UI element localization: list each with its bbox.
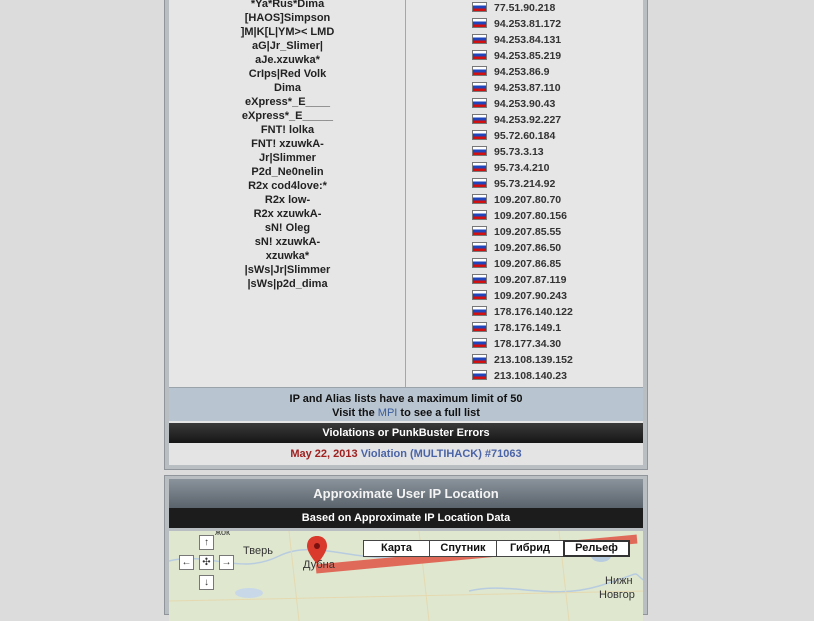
- pan-up-icon[interactable]: ↑: [199, 535, 214, 550]
- russia-flag-icon: [472, 290, 487, 300]
- violation-link[interactable]: Violation (MULTIHACK) #71063: [360, 448, 522, 460]
- ip-address: 178.176.149.1: [494, 322, 562, 334]
- location-map[interactable]: [169, 531, 643, 621]
- ip-address: 94.253.92.227: [494, 114, 562, 126]
- alias-item: FNT! lolka: [260, 124, 315, 136]
- russia-flag-icon: [472, 226, 487, 236]
- ip-address: 95.73.4.210: [494, 162, 550, 174]
- ip-row: [472, 352, 573, 368]
- alias-item: P2d_Ne0nelin: [251, 166, 324, 178]
- map-type-terrain-button[interactable]: Рельеф: [563, 540, 630, 557]
- ip-address: 94.253.86.9: [494, 66, 550, 78]
- map-type-hybrid-button[interactable]: Гибрид: [496, 540, 564, 557]
- russia-flag-icon: [472, 162, 487, 172]
- ip-address: 109.207.86.50: [494, 242, 562, 254]
- ip-row: [472, 256, 561, 272]
- russia-flag-icon: [472, 114, 487, 124]
- alias-item: CrIps|Red Volk: [248, 68, 327, 80]
- alias-item: sN! Oleg: [264, 222, 311, 234]
- violations-header: Violations or PunkBuster Errors: [169, 423, 643, 443]
- ip-address: 109.207.86.85: [494, 258, 562, 270]
- alias-item: aJe.xzuwka*: [255, 54, 320, 66]
- russia-flag-icon: [472, 242, 487, 252]
- ip-row: [472, 16, 561, 32]
- ip-row: [472, 64, 549, 80]
- russia-flag-icon: [472, 322, 487, 332]
- russia-flag-icon: [472, 18, 487, 28]
- ip-row: [472, 224, 561, 240]
- russia-flag-icon: [472, 82, 487, 92]
- notice-pre: Visit the: [332, 407, 375, 419]
- ip-list: [406, 0, 642, 387]
- russia-flag-icon: [472, 2, 487, 12]
- ip-row: [472, 80, 561, 96]
- russia-flag-icon: [472, 130, 487, 140]
- alias-item: |sWs|Jr|Slimmer: [244, 264, 331, 276]
- ip-row: [472, 48, 561, 64]
- mpi-link[interactable]: MPI: [377, 407, 398, 419]
- ip-row: [472, 128, 555, 144]
- alias-item: eXpress*_E_____: [241, 110, 334, 122]
- russia-flag-icon: [472, 50, 487, 60]
- pan-right-icon[interactable]: →: [219, 555, 234, 570]
- ip-alias-panel: [164, 0, 648, 470]
- ip-row: [472, 368, 567, 384]
- russia-flag-icon: [472, 370, 487, 380]
- ip-address: 109.207.90.243: [494, 290, 567, 302]
- pan-left-icon[interactable]: ←: [179, 555, 194, 570]
- ip-address: 95.73.214.92: [494, 178, 556, 190]
- ip-address: 178.177.34.30: [494, 338, 562, 350]
- ip-row: [472, 0, 555, 16]
- location-subtitle: Based on Approximate IP Location Data: [169, 508, 643, 528]
- russia-flag-icon: [472, 338, 487, 348]
- russia-flag-icon: [472, 178, 487, 188]
- city-dubna: Дубна: [303, 559, 335, 571]
- violation-date: May 22, 2013: [290, 448, 358, 460]
- ip-address: 94.253.81.172: [494, 18, 562, 30]
- notice-line2: [169, 406, 643, 420]
- ip-address: 95.73.3.13: [494, 146, 544, 158]
- pan-down-icon[interactable]: ↓: [199, 575, 214, 590]
- list-limit-notice: [169, 387, 643, 421]
- ip-address: 109.207.85.55: [494, 226, 562, 238]
- ip-address: 213.108.140.23: [494, 370, 567, 382]
- map-type-map-button[interactable]: Карта: [363, 540, 430, 557]
- alias-item: ]M|K[L|YM>< LMD: [240, 26, 335, 38]
- ip-row: [472, 160, 549, 176]
- ip-row: [472, 304, 573, 320]
- city-nizhny-line1: Нижн: [605, 575, 633, 587]
- ip-address: 109.207.80.70: [494, 194, 562, 206]
- russia-flag-icon: [472, 34, 487, 44]
- ip-row: [472, 96, 555, 112]
- russia-flag-icon: [472, 258, 487, 268]
- pan-center-icon[interactable]: ✣: [199, 555, 214, 570]
- ip-row: [472, 144, 544, 160]
- violation-row: [169, 443, 643, 465]
- city-torzhok: жок: [215, 531, 230, 537]
- notice-line1: IP and Alias lists have a maximum limit of 50: [289, 393, 523, 405]
- alias-item: eXpress*_E____: [244, 96, 330, 108]
- ip-address: 77.51.90.218: [494, 2, 556, 14]
- ip-address: 178.176.140.122: [494, 306, 573, 318]
- ip-row: [472, 336, 561, 352]
- ip-location-panel: [164, 475, 648, 615]
- russia-flag-icon: [472, 306, 487, 316]
- ip-row: [472, 32, 561, 48]
- russia-flag-icon: [472, 210, 487, 220]
- location-title: Approximate User IP Location: [169, 479, 643, 508]
- ip-row: [472, 320, 561, 336]
- alias-item: R2x low-: [264, 194, 311, 206]
- ip-address: 95.72.60.184: [494, 130, 556, 142]
- ip-alias-inner: [169, 0, 643, 465]
- alias-item: FNT! xzuwkA-: [251, 138, 324, 150]
- alias-item: R2x cod4love:*: [248, 180, 327, 192]
- ip-row: [472, 272, 566, 288]
- ip-address: 94.253.90.43: [494, 98, 556, 110]
- alias-item: sN! xzuwkA-: [254, 236, 321, 248]
- ip-address: 94.253.84.131: [494, 34, 562, 46]
- russia-flag-icon: [472, 98, 487, 108]
- notice-post: to see a full list: [400, 407, 480, 419]
- alias-item: *Ya*Rus*Dima: [250, 0, 325, 10]
- alias-item: |sWs|p2d_dima: [247, 278, 328, 290]
- alias-item: aG|Jr_Slimer|: [252, 40, 323, 52]
- russia-flag-icon: [472, 274, 487, 284]
- ip-row: [472, 208, 567, 224]
- russia-flag-icon: [472, 66, 487, 76]
- map-type-satellite-button[interactable]: Спутник: [429, 540, 497, 557]
- alias-list: [170, 0, 406, 387]
- alias-item: [HAOS]Simpson: [244, 12, 331, 24]
- city-tver: Тверь: [243, 545, 273, 557]
- russia-flag-icon: [472, 194, 487, 204]
- ip-row: [472, 240, 561, 256]
- ip-row: [472, 112, 561, 128]
- alias-item: xzuwka*: [265, 250, 310, 262]
- ip-address: 109.207.80.156: [494, 210, 567, 222]
- ip-row: [472, 288, 567, 304]
- alias-item: R2x xzuwkA-: [253, 208, 322, 220]
- ip-address: 94.253.87.110: [494, 82, 561, 94]
- russia-flag-icon: [472, 146, 487, 156]
- alias-item: Jr|Slimmer: [259, 152, 316, 164]
- ip-address: 94.253.85.219: [494, 50, 562, 62]
- alias-item: Dima: [274, 82, 301, 94]
- city-nizhny-line2: Новгор: [599, 589, 635, 601]
- ip-address: 213.108.139.152: [494, 354, 573, 366]
- ip-row: [472, 192, 561, 208]
- ip-address: 109.207.87.119: [494, 274, 567, 286]
- russia-flag-icon: [472, 354, 487, 364]
- ip-row: [472, 176, 555, 192]
